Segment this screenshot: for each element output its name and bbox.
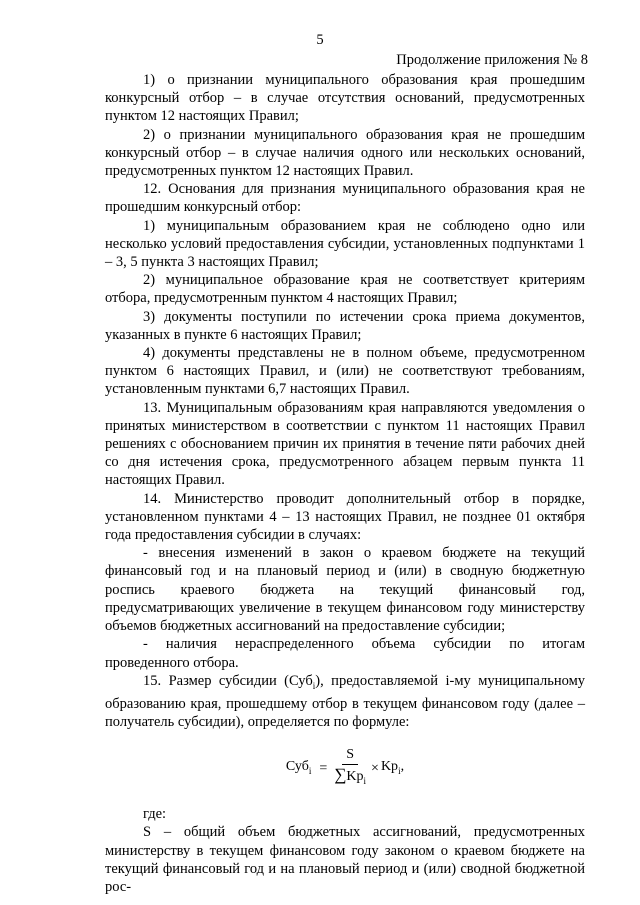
appendix-note: Продолжение приложения № 8 bbox=[396, 52, 588, 68]
paragraph-decision-not-passed: 2) о признании муниципального образования края не прошедшим конкурсный отбор – в случае наличия одного или нескольких оснований, предусмотренных пунктом 12 настоящих Правил. bbox=[105, 126, 585, 180]
paragraph-12-item-3: 3) документы поступили по истечении срока приема документов, указанных в пункте 6 настоящих Правил; bbox=[105, 308, 585, 343]
formula-equals: = bbox=[319, 760, 328, 776]
formula-line bbox=[105, 747, 585, 790]
paragraph-decision-passed: 1) о признании муниципального образования края прошедшим конкурсный отбор – в случае отсутствия оснований, предусмотренных пунктом 12 настоящих Правил; bbox=[105, 72, 585, 125]
paragraph-12-item-4: 4) документы представлены не в полном объеме, предусмотренном пунктом 6 настоящих Правил, и (или) не соответствуют требованиям, установленным пунктами 6,7 настоящих Правил. bbox=[105, 345, 585, 398]
paragraph-12-grounds: 12. Основания для признания муниципального образования края не прошедшим конкурсный отбор: bbox=[105, 181, 585, 216]
para15-text-end: ), предоставляемой i-му муниципальному образованию края, прошедшему отбор в текущем финансовом году (далее – получатель субсидии), определяется по формуле: bbox=[105, 672, 585, 730]
subsidy-formula bbox=[105, 747, 585, 795]
page-number: 5 bbox=[316, 32, 324, 48]
formula-lhs: Суб$_i$ bbox=[285, 758, 312, 776]
paragraph-14-case-2: - наличия нераспределенного объема субсидии по итогам проведенного отбора. bbox=[105, 636, 585, 671]
where-label: где: bbox=[143, 806, 167, 823]
definition-s: S – общий объем бюджетных ассигнований, предусмотренных министерству в текущем финансовом году законом о краевом бюджете на текущий финансовый год и на плановый период и (или) сводной бюджетной рос- bbox=[105, 824, 585, 896]
formula-fraction bbox=[334, 747, 366, 790]
paragraph-12-item-2: 2) муниципальное образование края не соответствует критериям отбора, предусмотренным пунктом 4 настоящих Правил; bbox=[105, 272, 585, 307]
document-body bbox=[105, 71, 585, 896]
para15-subscript: i bbox=[312, 680, 316, 691]
formula-times: × bbox=[371, 760, 379, 776]
paragraph-13-notifications: 13. Муниципальным образованиям края направляются уведомления о принятых министерством в соответствии с пунктом 11 настоящих Правил решениях с обоснованием причин их принятия в течение пяти рабочих дней со дня истечения срока, предусмотренного абзацем первым пункта 11 настоящих Правил. bbox=[105, 399, 585, 489]
formula-numerator: S bbox=[342, 747, 358, 765]
paragraph-12-item-1: 1) муниципальным образованием края не соблюдено одно или несколько условий предоставления субсидии, установленных подпунктами 1 – 3, 5 пункта 3 настоящих Правил; bbox=[105, 217, 585, 271]
formula-rhs: $Kp_i$, bbox=[380, 758, 405, 776]
para15-text-start: 15. Размер субсидии (Суб bbox=[143, 672, 313, 689]
formula-denominator: $\sum Kp_i$ bbox=[334, 765, 367, 786]
paragraph-15-subsidy-size bbox=[105, 672, 585, 732]
sigma-icon: ∑ bbox=[334, 765, 347, 785]
paragraph-14-case-1: - внесения изменений в закон о краевом бюджете на текущий финансовый год и на плановый период и (или) в сводную бюджетную роспись краевого бюджета на текущий финансовый год, предусматривающих увеличение в текущем финансовом году министерству объемов бюджетных ассигнований на предоставление субсидии; bbox=[105, 545, 585, 635]
paragraph-14-additional-selection: 14. Министерство проводит дополнительный отбор в порядке, установленном пунктами 4 – 13 настоящих Правил, не позднее 01 октября года предоставления субсидии в случаях: bbox=[105, 490, 585, 544]
